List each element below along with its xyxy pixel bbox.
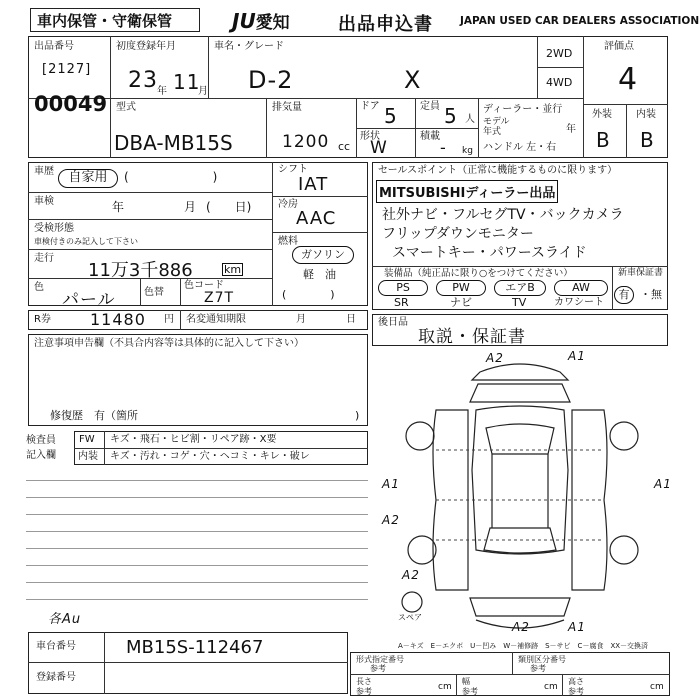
form-title: 出品申込書 bbox=[338, 14, 433, 35]
equip-sr: SR bbox=[394, 296, 409, 309]
exterior-value: B bbox=[596, 128, 611, 152]
length-cm: cm bbox=[438, 682, 452, 692]
exterior-label: 外装 bbox=[592, 109, 612, 120]
inspector-label: 検査員 bbox=[26, 435, 56, 446]
equip-pw: PW bbox=[436, 280, 486, 296]
capacity-label: 定員 bbox=[420, 101, 440, 112]
first-reg-month: 11 bbox=[173, 70, 201, 94]
fuel-alt: 軽 油 bbox=[303, 268, 336, 281]
front-left-wheel bbox=[406, 422, 434, 450]
type-label: 型式 bbox=[116, 102, 136, 113]
vehicle-history-label: 車歴 bbox=[34, 166, 54, 177]
equip-navi: ナビ bbox=[450, 296, 472, 309]
equip-tv: TV bbox=[512, 296, 527, 309]
selling-points-label: セールスポイント（正常に機能するものに限ります） bbox=[378, 165, 618, 176]
color-code-value: Z7T bbox=[204, 290, 235, 306]
inspection-label: 車検 bbox=[34, 196, 54, 207]
lot-label: 出品番号 bbox=[34, 41, 74, 52]
front-right-wheel bbox=[610, 422, 638, 450]
new-car-cert-label: 新車保証書 bbox=[618, 268, 664, 278]
capacity-value: 5 bbox=[444, 104, 458, 128]
trim-label: 色替 bbox=[144, 287, 164, 298]
height-label: 高さ bbox=[568, 677, 584, 686]
selling-point-2: フリップダウンモニター bbox=[382, 226, 534, 242]
equip-ps: PS bbox=[378, 280, 428, 296]
inspection-year: 年 bbox=[112, 200, 125, 214]
equipment-list bbox=[376, 280, 612, 310]
damage-legend: A－キズ E－エクボ U－凹み W－補修跡 S－サビ C－腐食 XX－交換済 bbox=[398, 642, 649, 650]
interior-label: 内装 bbox=[636, 109, 656, 120]
shift-label: シフト bbox=[278, 164, 308, 175]
transfer-note: 車検付きのみ記入して下さい bbox=[34, 237, 138, 246]
mark-a1-rear: A1 bbox=[568, 620, 586, 634]
name-change-label: 名変通知期限 bbox=[186, 314, 246, 325]
shape-label: 形状 bbox=[360, 131, 380, 142]
first-reg-label: 初度登録年月 bbox=[116, 41, 176, 52]
mark-a1-left: A1 bbox=[382, 477, 400, 491]
lot-number: 00049 bbox=[34, 92, 108, 116]
shape-spec-ref: 参考 bbox=[370, 664, 386, 673]
year-char: 年 bbox=[157, 86, 167, 97]
int-items: キズ・汚れ・コゲ・穴・ヘコミ・キレ・破レ bbox=[110, 451, 310, 462]
drive-4wd: 4WD bbox=[546, 76, 573, 89]
rear-bumper bbox=[470, 598, 570, 616]
color-code-label: 色コード bbox=[184, 280, 224, 291]
inspection-day: ( 日) bbox=[206, 200, 252, 214]
repair-label: 修復歴 有（箇所 bbox=[50, 409, 138, 422]
storage-label: 車内保管・守衛保管 bbox=[37, 12, 173, 30]
ac-value: AAC bbox=[296, 208, 337, 229]
width-label: 幅 bbox=[462, 677, 470, 686]
recycle-value: 11480 bbox=[90, 310, 146, 329]
name-change-month: 月 bbox=[296, 314, 306, 325]
equip-aw: AW bbox=[554, 280, 608, 296]
mileage-unit: km bbox=[224, 263, 242, 276]
new-car-cert-no: ・無 bbox=[640, 288, 662, 301]
color-value: パール bbox=[62, 290, 116, 310]
category-ref: 参考 bbox=[530, 664, 546, 673]
grade-value: X bbox=[404, 66, 422, 94]
width-cm: cm bbox=[544, 682, 558, 692]
name-change-day: 日 bbox=[346, 314, 356, 325]
interior-value: B bbox=[640, 128, 655, 152]
length-ref: 参考 bbox=[356, 687, 372, 696]
model-name: D-2 bbox=[248, 66, 294, 94]
model-year-label: モデル bbox=[483, 117, 510, 127]
chassis-value: MB15S-112467 bbox=[126, 637, 264, 658]
notes-label: 注意事項申告欄（不具合内容等は具体的に記入して下さい） bbox=[34, 338, 304, 349]
model-year-label2: 年式 bbox=[483, 127, 502, 137]
score-value: 4 bbox=[618, 62, 639, 97]
mark-a1-top: A1 bbox=[568, 349, 586, 363]
first-reg-year: 23 bbox=[128, 68, 158, 93]
transfer-label: 受検形態 bbox=[34, 223, 74, 234]
height-cm: cm bbox=[650, 682, 664, 692]
int-label: 内装 bbox=[78, 451, 98, 462]
length-label: 長さ bbox=[356, 677, 372, 686]
selling-point-3: スマートキー・パワースライド bbox=[392, 245, 587, 261]
mark-a2-rear-left: A2 bbox=[402, 568, 420, 582]
storage-label-box bbox=[30, 8, 200, 32]
recycle-unit: 円 bbox=[164, 314, 174, 325]
dealer-label: ディーラー・並行 bbox=[483, 104, 563, 115]
doors-value: 5 bbox=[384, 104, 398, 128]
drive-2wd: 2WD bbox=[546, 47, 573, 60]
mark-a2-top: A2 bbox=[486, 351, 504, 365]
inspector-label2: 記入欄 bbox=[26, 450, 56, 461]
category-label: 類別区分番号 bbox=[518, 655, 566, 664]
reg-label: 登録番号 bbox=[36, 672, 76, 683]
spare-tire bbox=[402, 592, 422, 612]
damage-diagram bbox=[372, 350, 668, 650]
selling-point-1: 社外ナビ・フルセグTV・バックカメラ bbox=[382, 207, 624, 223]
type-value: DBA-MB15S bbox=[114, 131, 233, 155]
ju-logo-place: 愛知 bbox=[255, 13, 290, 33]
right-side-outline bbox=[572, 410, 607, 590]
mark-a1-right: A1 bbox=[654, 477, 672, 491]
new-car-cert-yes: 有 bbox=[614, 286, 634, 304]
vehicle-history-paren: ( ) bbox=[124, 170, 218, 184]
height-ref: 参考 bbox=[568, 687, 584, 696]
association-name: JAPAN USED CAR DEALERS ASSOCIATION bbox=[460, 15, 700, 27]
after-value: 取説・保証書 bbox=[418, 327, 526, 347]
ju-logo-mark: JU bbox=[232, 9, 256, 33]
dealer-banner: MITSUBISHIディーラー出品 bbox=[376, 180, 558, 203]
equip-airbag: エアB bbox=[494, 280, 546, 296]
load-value: - bbox=[440, 138, 447, 157]
load-unit: kg bbox=[462, 146, 473, 156]
mileage-value: 11万3千886 bbox=[88, 260, 193, 281]
equip-leather: カワシート bbox=[554, 297, 604, 308]
equipment-label: 装備品（純正品に限り○をつけてください） bbox=[384, 268, 573, 279]
displacement-label: 排気量 bbox=[272, 102, 302, 113]
mileage-label: 走行 bbox=[34, 253, 54, 264]
vehicle-history-value: 自家用 bbox=[58, 169, 118, 188]
rear-right-wheel bbox=[610, 536, 638, 564]
fuel-value: ガソリン bbox=[292, 246, 354, 264]
doors-label: ドア bbox=[360, 101, 380, 112]
fw-items: キズ・飛石・ヒビ割・リペア跡・X要 bbox=[110, 434, 277, 445]
recycle-label: R券 bbox=[34, 314, 51, 325]
inspection-month: 月 bbox=[184, 200, 197, 214]
color-label: 色 bbox=[34, 282, 44, 293]
handle-label: ハンドル 左・右 bbox=[483, 142, 557, 153]
score-label: 評価点 bbox=[604, 41, 634, 52]
after-label: 後日品 bbox=[378, 317, 408, 328]
ju-logo bbox=[232, 8, 290, 33]
chassis-label: 車台番号 bbox=[36, 641, 76, 652]
shape-value: W bbox=[370, 138, 388, 158]
ac-label: 冷房 bbox=[278, 199, 298, 210]
model-label: 車名・グレード bbox=[214, 41, 284, 52]
width-ref: 参考 bbox=[462, 687, 478, 696]
mark-a2-left: A2 bbox=[382, 513, 400, 527]
displacement-value: 1200 bbox=[282, 132, 330, 152]
fuel-label: 燃料 bbox=[278, 236, 298, 247]
load-label: 積載 bbox=[420, 131, 440, 142]
repair-close: ) bbox=[355, 409, 360, 422]
month-char: 月 bbox=[198, 86, 208, 97]
model-year-char: 年 bbox=[566, 124, 576, 135]
capacity-unit: 人 bbox=[465, 114, 475, 125]
mark-a2-rear: A2 bbox=[512, 620, 530, 634]
displacement-unit: cc bbox=[338, 140, 351, 153]
note-scribble: 各Au bbox=[48, 612, 82, 627]
fuel-paren: ( ) bbox=[282, 288, 335, 301]
rear-left-wheel bbox=[408, 536, 436, 564]
lot-bracket: [2127] bbox=[42, 62, 92, 77]
fw-label: FW bbox=[79, 434, 95, 445]
shape-spec-label: 形式指定番号 bbox=[356, 655, 404, 664]
spare-label: スペア bbox=[398, 613, 422, 622]
front-bumper bbox=[472, 364, 568, 380]
shift-value: IAT bbox=[298, 174, 329, 195]
